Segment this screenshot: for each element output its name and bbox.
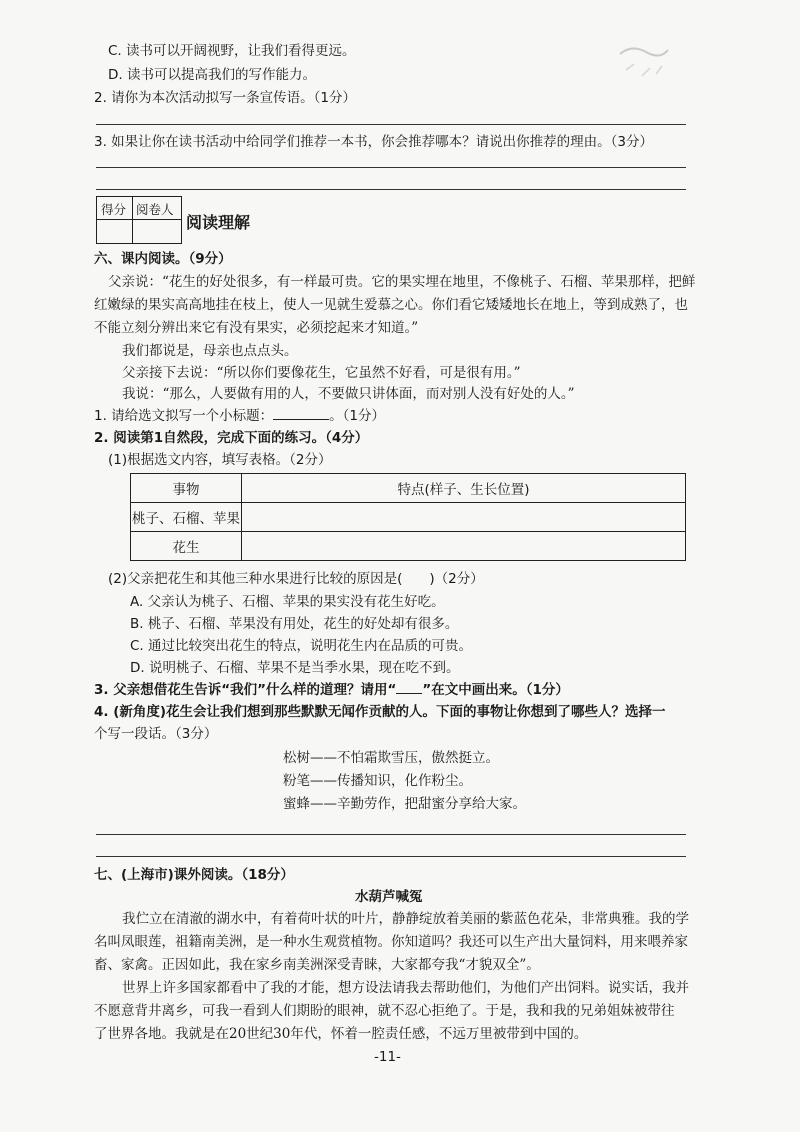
article-line: 了世界各地。我就是在20世纪30年代，怀着一腔责任感，不远万里被带到中国的。 <box>94 1026 588 1042</box>
question-2: 2. 阅读第1自然段，完成下面的练习。（4分） <box>94 430 369 446</box>
passage-line: 不能立刻分辨出来它有没有果实，必须挖起来才知道。” <box>94 320 419 336</box>
table-answer-cell[interactable] <box>242 503 686 532</box>
table-header-feature: 特点(样子、生长位置) <box>242 474 686 503</box>
question-4-line2: 个写一段话。（3分） <box>94 726 218 742</box>
prev-question-2: 2. 请你为本次活动拟写一条宣传语。（1分） <box>94 90 357 106</box>
fill-blank[interactable] <box>273 419 329 420</box>
passage-line: 红嫩绿的果实高高地挂在枝上，使人一见就生爱慕之心。你们看它矮矮地长在地上，等到成熟了，也 <box>94 297 688 313</box>
example-item: 蜜蜂——辛勤劳作，把甜蜜分享给大家。 <box>283 796 526 812</box>
section-seven-heading: 七、(上海市)课外阅读。（18分） <box>94 867 294 883</box>
page-number: -11- <box>374 1049 401 1065</box>
section-title: 阅读理解 <box>186 213 251 232</box>
question-2-2: (2)父亲把花生和其他三种水果进行比较的原因是( )（2分） <box>108 571 484 587</box>
article-title: 水葫芦喊冤 <box>355 889 423 905</box>
table-answer-cell[interactable] <box>242 532 686 561</box>
table-row-label: 花生 <box>131 532 242 561</box>
prev-question-3: 3. 如果让你在读书活动中给同学们推荐一本书，你会推荐哪本？请说出你推荐的理由。（3分） <box>94 134 654 150</box>
table-row-label: 桃子、石榴、苹果 <box>131 503 242 532</box>
article-line: 畜、家禽。正因如此，我在家乡南美洲深受青睐，大家都夸我“才貌双全”。 <box>94 957 540 973</box>
table-header-item: 事物 <box>131 474 242 503</box>
answer-line <box>96 834 686 835</box>
option-c: C. 通过比较突出花生的特点，说明花生内在品质的可贵。 <box>130 638 473 654</box>
question-3: 3. 父亲想借花生告诉“我们”什么样的道理？请用“ ”在文中画出来。（1分） <box>94 682 569 698</box>
question-4-line1: 4. (新角度)花生会让我们想到那些默默无闻作贡献的人。下面的事物让你想到了哪些人？选择一 <box>94 704 666 720</box>
section-six-heading: 六、课内阅读。（9分） <box>94 251 232 267</box>
option-a: A. 父亲认为桃子、石榴、苹果的果实没有花生好吃。 <box>130 594 445 610</box>
question-1: 1. 请给选文拟写一个小标题： 。（1分） <box>94 408 386 424</box>
article-line: 名叫凤眼莲，祖籍南美洲，是一种水生观赏植物。你知道吗？我还可以生产出大量饲料，用来喂养家 <box>94 934 688 950</box>
article-line: 不愿意背井离乡，可我一看到人们期盼的眼神，就不忍心拒绝了。于是，我和我的兄弟姐妹被带往 <box>94 1003 675 1019</box>
passage-line: 我说：“那么，人要做有用的人，不要做只讲体面，而对别人没有好处的人。” <box>122 386 575 402</box>
option-b: B. 桃子、石榴、苹果没有用处，花生的好处却有很多。 <box>130 616 459 632</box>
prev-option-d: D. 读书可以提高我们的写作能力。 <box>108 67 316 83</box>
grader-label: 阅卷人 <box>136 202 174 217</box>
answer-line <box>96 189 686 190</box>
stamp-mark <box>612 40 670 86</box>
option-d: D. 说明桃子、石榴、苹果不是当季水果，现在吃不到。 <box>130 660 460 676</box>
example-item: 粉笔——传播知识，化作粉尘。 <box>283 773 472 789</box>
passage-line: 父亲接下去说：“所以你们要像花生，它虽然不好看，可是很有用。” <box>122 365 521 381</box>
answer-line <box>96 856 686 857</box>
answer-line <box>96 167 686 168</box>
passage-line: 父亲说：“花生的好处很多，有一样最可贵。它的果实埋在地里，不像桃子、石榴、苹果那样，把鲜 <box>108 274 696 290</box>
fill-table <box>130 473 686 561</box>
example-item: 松树——不怕霜欺雪压，傲然挺立。 <box>283 750 499 766</box>
score-label: 得分 <box>101 202 127 217</box>
score-box <box>96 196 182 244</box>
answer-line <box>96 124 686 125</box>
article-line: 世界上许多国家都看中了我的才能，想方设法请我去帮助他们，为他们产出饲料。说实话，我并 <box>122 980 689 996</box>
question-2-1: (1)根据选文内容，填写表格。（2分） <box>108 452 332 468</box>
article-line: 我伫立在清澈的湖水中，有着荷叶状的叶片，静静绽放着美丽的紫蓝色花朵，非常典雅。我的学 <box>122 911 689 927</box>
passage-line: 我们都说是，母亲也点点头。 <box>122 343 298 359</box>
prev-option-c: C. 读书可以开阔视野，让我们看得更远。 <box>108 43 356 59</box>
